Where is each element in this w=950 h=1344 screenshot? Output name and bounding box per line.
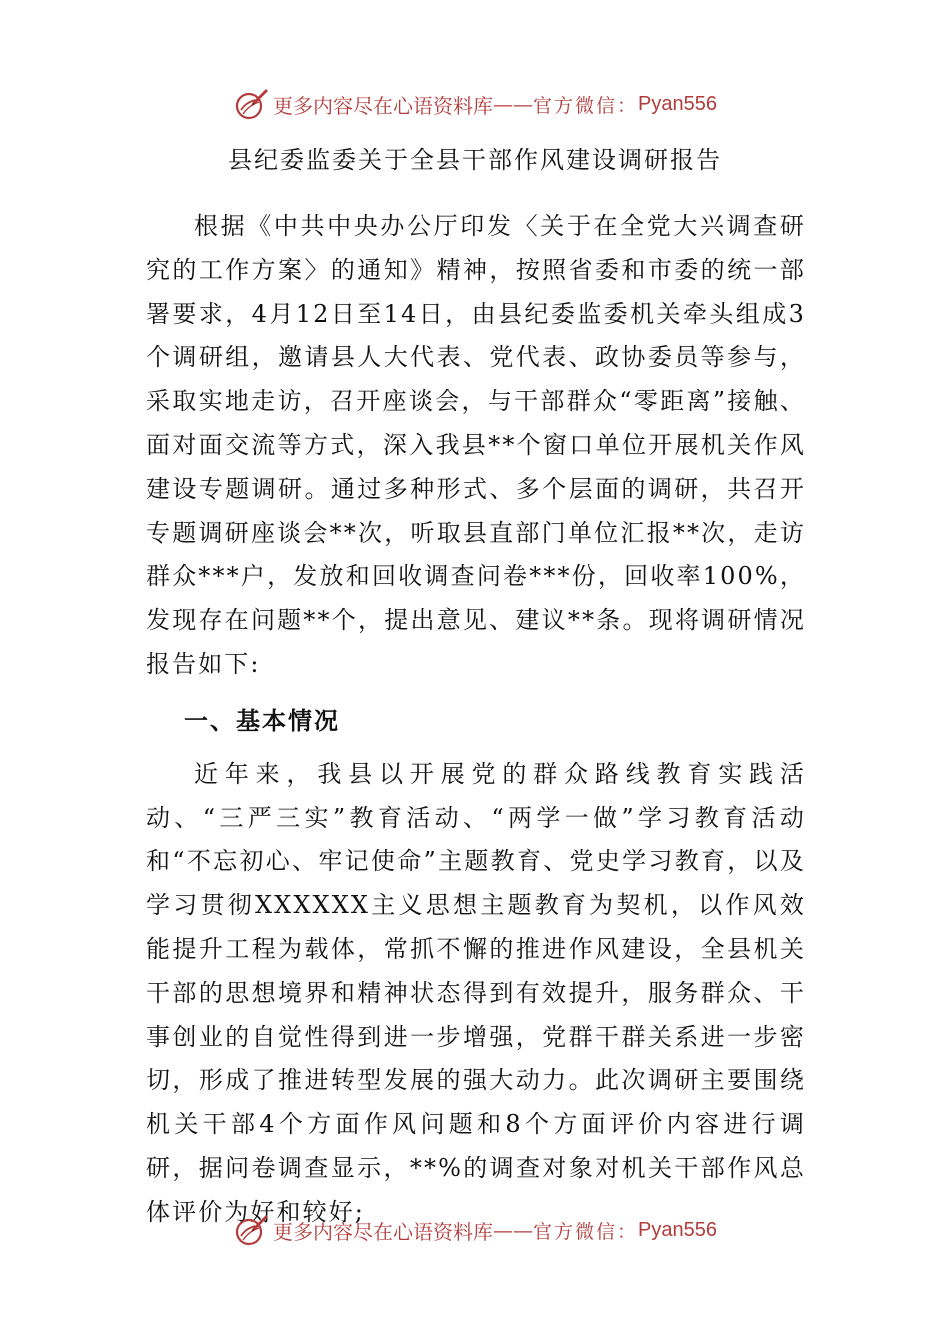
watermark-label: 官方微信： — [533, 1220, 639, 1243]
intro-paragraph: 根据《中共中央办公厅印发〈关于在全党大兴调查研究的工作方案〉的通知》精神，按照省委和市委的统一部署要求，4月12日至14日，由县纪委监委机关牵头组成3个调研组，邀请县人大代表、党代表、政协委员等参与，采取实地走访，召开座谈会，与干部群众“零距离”接触、面对面交流等方式，深入我县**个窗口单位开展机关作风建设专题调研。通过多种形式、多个层面的调研，共召开专题调研座谈会**次，听取县直部门单位汇报**次，走访群众***户，发放和回收调查问卷***份，回收率100%，发现存在问题**个，提出意见、建议**条。现将调研情况报告如下: — [146, 212, 806, 678]
watermark-header — [0, 84, 950, 124]
watermark-id: Pyan556 — [638, 1218, 717, 1241]
section-paragraph: 近年来，我县以开展党的群众路线教育实践活动、“三严三实”教育活动、“两学一做”学习教育活动和“不忘初心、牢记使命”主题教育、党史学习教育，以及学习贯彻XXXXXX主义思想主题教育为契机，以作风效能提升工程为载体，常抓不懈的推进作风建设，全县机关干部的思想境界和精神状态得到有效提升，服务群众、干事创业的自觉性得到进一步增强，党群干群关系进一步密切，形成了推进转型发展的强大动力。此次调研主要围绕机关干部4个方面作风问题和8个方面评价内容进行调研，据问卷调查显示，**%的调查对象对机关干部作风总体评价为好和较好; — [146, 759, 806, 1226]
watermark-text: 更多内容尽在心语资料库 — [273, 1219, 493, 1244]
watermark-dash: —— — [493, 92, 533, 116]
watermark-text: 更多内容尽在心语资料库 — [273, 93, 493, 118]
watermark-dash: —— — [493, 1218, 533, 1242]
pen-logo-icon — [233, 1212, 269, 1248]
pen-logo-icon — [233, 86, 269, 122]
watermark-footer — [0, 1210, 950, 1250]
section-heading: 一、基本情况 — [184, 705, 340, 735]
document-title: 县纪委监委关于全县干部作风建设调研报告 — [228, 146, 722, 174]
watermark-id: Pyan556 — [638, 92, 717, 115]
document-body — [146, 205, 806, 1235]
watermark-label: 官方微信： — [533, 94, 639, 117]
